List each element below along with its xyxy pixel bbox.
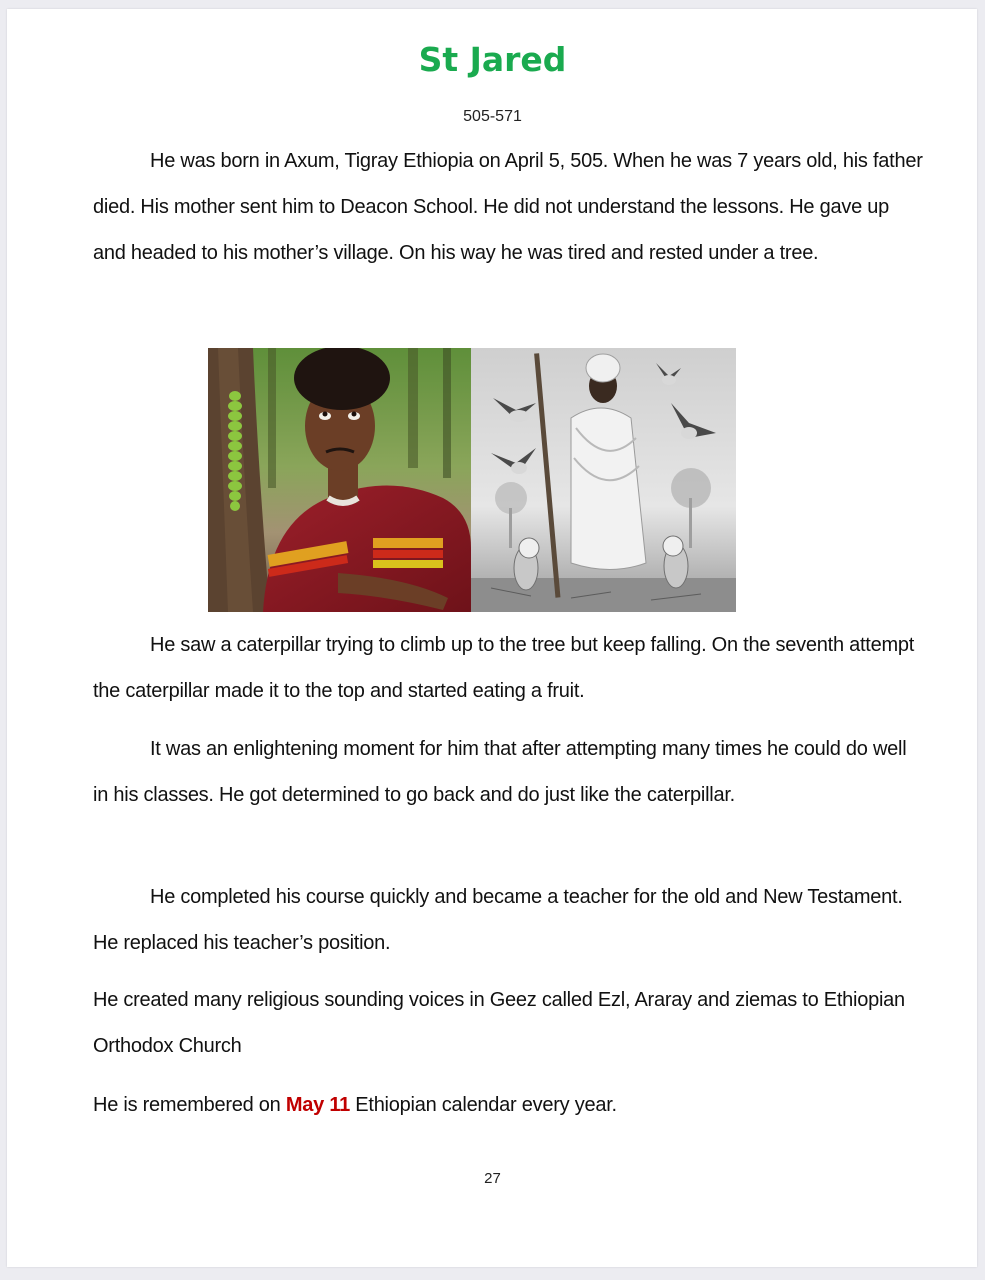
illustration-figure xyxy=(208,348,736,612)
paragraph-enlightenment: It was an enlightening moment for him that after attempting many times he could do well in his classes. He got determined to go back and do just like the caterpillar. xyxy=(93,738,907,806)
paragraph-voices: He created many religious sounding voices in Geez called Ezl, Araray and ziemas to Ethiopian Orthodox Church xyxy=(93,989,905,1057)
paragraph-teacher: He completed his course quickly and became a teacher for the old and New Testament. He replaced his teacher’s position. xyxy=(93,886,903,954)
page-number: 27 xyxy=(484,1170,501,1187)
remembered-text-before: He is remembered on xyxy=(93,1094,286,1116)
paragraph-birth: He was born in Axum, Tigray Ethiopia on April 5, 505. When he was 7 years old, his father died. His mother sent him to Deacon School. He did not understand the lessons. He gave up and headed to his mother’s village. On his way he was tired and rested under a tree. xyxy=(93,150,923,264)
boy-caterpillar-image xyxy=(208,348,471,612)
paragraph-remembered xyxy=(93,1082,923,1128)
paragraph-caterpillar: He saw a caterpillar trying to climb up to the tree but keep falling. On the seventh attempt the caterpillar made it to the top and started eating a fruit. xyxy=(93,634,915,702)
remembered-text-after: Ethiopian calendar every year. xyxy=(349,1094,617,1116)
saint-birds-image xyxy=(471,348,736,612)
life-dates: 505-571 xyxy=(463,108,522,125)
page-title: St Jared xyxy=(418,40,567,79)
feast-date-highlight: May 11 xyxy=(285,1094,350,1116)
